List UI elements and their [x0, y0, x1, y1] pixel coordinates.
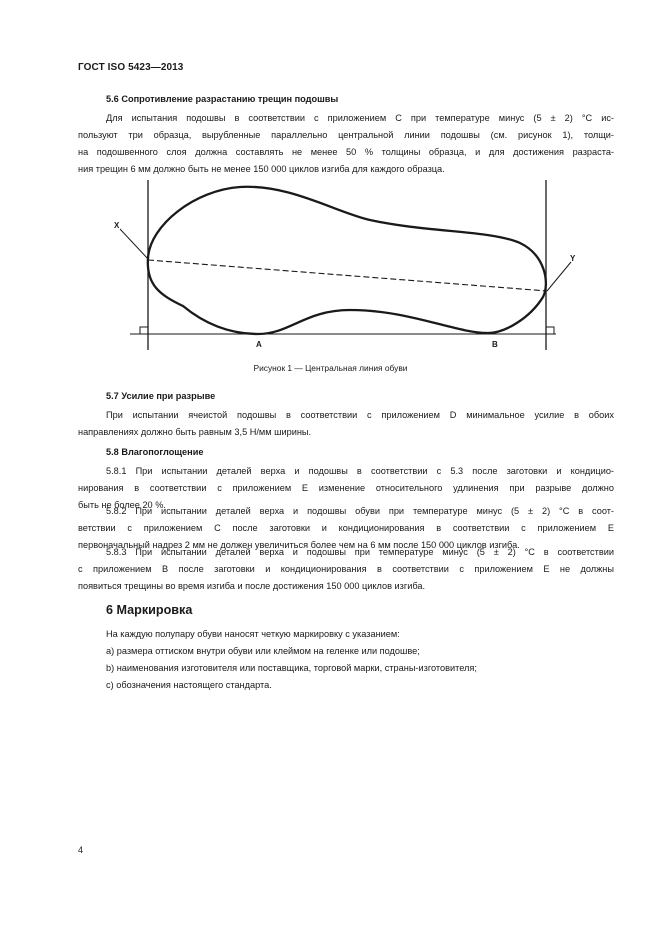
standard-designation: ГОСТ ISO 5423—2013 — [78, 62, 184, 73]
text-line: При испытании ячеистой подошвы в соответствии с приложением D минимальное усилие в обоих — [106, 410, 614, 420]
list-intro: На каждую полупару обуви наносят четкую маркировку с указанием: — [106, 629, 400, 639]
section-5-7-heading: 5.7 Усилие при разрыве — [106, 391, 216, 401]
label-b: B — [492, 340, 498, 349]
text-line: пользуют три образца, вырубленные параллельно центральной линии подошвы (см. рисунок 1), толщи- — [78, 129, 614, 140]
page-number: 4 — [78, 845, 84, 855]
section-5-8-heading: 5.8 Влагопоглощение — [106, 447, 204, 457]
text-line: 5.8.1 При испытании деталей верха и подошвы в соответствии с 5.3 после заготовки и кондицио- — [106, 466, 614, 476]
label-a: A — [256, 340, 262, 349]
text-line: 5.8.2 При испытании деталей верха и подошвы обуви при температуре минус (5 ± 2) °C в соот- — [106, 506, 614, 516]
text-line: ветствии с приложением C после заготовки и кондиционирования в соответствии с приложением E — [78, 522, 614, 533]
text-line: первоначальный надрез 2 мм не должен увеличиться более чем на 6 мм после 150 000 циклов изгиба. — [78, 539, 520, 550]
list-item: a) размера оттиском внутри обуви или клеймом на геленке или подошве; — [106, 645, 420, 656]
right-angle-mark-left — [140, 327, 148, 334]
text-line: с приложением B после заготовки и кондиционирования в соответствии с приложением E не должны — [78, 563, 614, 574]
section-6-list — [78, 626, 614, 694]
label-y: Y — [570, 254, 576, 263]
text-line: нирования в соответствии с приложением E изменение относительного удлинения при разрыве должно — [78, 482, 614, 493]
list-item: c) обозначения настоящего стандарта. — [106, 679, 272, 690]
section-5-8-3-text — [78, 544, 614, 595]
text-line: появиться трещины во время изгиба и после достижения 150 000 циклов изгиба. — [78, 580, 426, 591]
text-line: Для испытания подошвы в соответствии с приложением C при температуре минус (5 ± 2) °C ис- — [106, 113, 614, 123]
shoe-outline — [148, 187, 546, 334]
label-x: X — [114, 221, 120, 230]
list-item: b) наименования изготовителя или поставщика, торговой марки, страны-изготовителя; — [106, 662, 477, 673]
text-line: быть не более 20 %. — [78, 499, 166, 510]
text-line: направлениях должно быть равным 3,5 Н/мм ширины. — [78, 426, 312, 437]
text-line: ния трещин 6 мм должно быть не менее 150 000 циклов изгиба для каждого образца. — [78, 163, 445, 174]
figure-shoe-centerline — [0, 0, 661, 380]
section-5-6-heading: 5.6 Сопротивление разрастанию трещин подошвы — [106, 94, 339, 104]
text-line: на подошвенного слоя должна составлять не менее 50 % толщины образца, и для достижения разраста- — [78, 146, 614, 157]
shoe-centerline — [148, 260, 547, 291]
right-angle-mark-right — [546, 327, 554, 334]
section-6-heading: 6 Маркировка — [106, 603, 193, 617]
leader-x — [120, 229, 149, 260]
figure-caption: Рисунок 1 — Центральная линия обуви — [253, 363, 408, 373]
leader-y — [547, 262, 571, 291]
section-5-7-text — [78, 407, 614, 441]
text-line: 5.8.3 При испытании деталей верха и подошвы при температуре минус (5 ± 2) °C в соответствии — [106, 547, 614, 557]
